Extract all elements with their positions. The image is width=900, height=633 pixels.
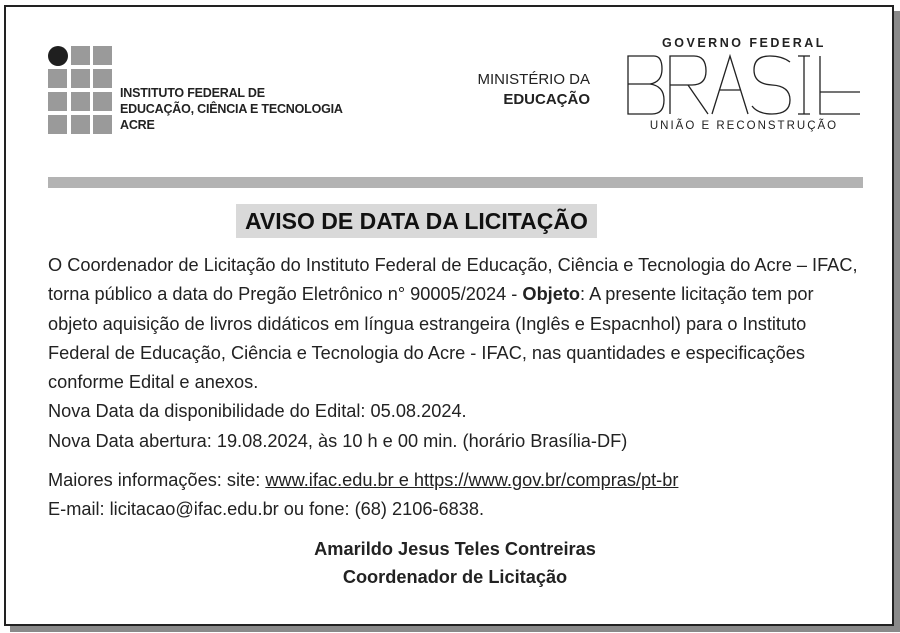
notice-body: [48, 251, 868, 456]
institute-line: ACRE: [120, 118, 155, 132]
logo-square: [93, 92, 112, 111]
notice-paragraph: [48, 251, 868, 397]
logo-dot: [48, 46, 68, 66]
edital-date-line: Nova Data da disponibilidade do Edital: 05.08.2024.: [48, 401, 467, 422]
notice-title: AVISO DE DATA DA LICITAÇÃO: [236, 204, 597, 238]
info-line: [48, 466, 868, 495]
object-text: : A presente licitação tem por objeto aquisição de livros didáticos em língua estrangeira (Inglês e Espacnhol) para o Instituto Federal de Educação, Ciência e Tecnologia do Acre - IFAC, nas quantidades e especificações conforme Edital e anexos.: [48, 284, 814, 393]
header-divider: [48, 177, 863, 188]
logo-square: [93, 69, 112, 88]
email-line: E-mail: licitacao@ifac.edu.br ou fone: (68) 2106-6838.: [48, 498, 485, 519]
notice-lead: O Coordenador de Licitação do Instituto Federal de Educação, Ciência e Tecnologia do Acre – IFAC, torna público a data do Pregão Eletrônico n° 90005/2024 -: [48, 255, 858, 305]
contact-info: [48, 466, 868, 523]
institute-name: [120, 85, 343, 133]
logo-square: [71, 92, 90, 111]
logo-square: [48, 115, 67, 134]
logo-square: [71, 69, 90, 88]
ministry-line2: EDUCAÇÃO: [503, 91, 590, 108]
government-logo: [626, 36, 862, 132]
site-link[interactable]: www.ifac.edu.br e https://www.gov.br/compras/pt-br: [265, 470, 679, 490]
logo-square: [71, 46, 90, 65]
signature-role: Coordenador de Licitação: [342, 567, 568, 587]
ministry-label: [430, 70, 590, 110]
logo-square: [71, 115, 90, 134]
institute-line: INSTITUTO FEDERAL DE: [120, 86, 265, 100]
logo-square: [93, 115, 112, 134]
info-prefix: Maiores informações: site:: [48, 470, 266, 490]
object-label: Objeto: [522, 284, 581, 305]
opening-date-line: Nova Data abertura: 19.08.2024, às 10 h e 00 min. (horário Brasília-DF): [48, 430, 628, 451]
logo-square: [48, 69, 67, 88]
gov-top-text: GOVERNO FEDERAL: [662, 36, 826, 50]
brasil-wordmark: [626, 54, 862, 116]
institute-logo: [48, 46, 112, 134]
institute-line: EDUCAÇÃO, CIÊNCIA E TECNOLOGIA: [120, 102, 343, 116]
gov-bottom-text: UNIÃO E RECONSTRUÇÃO: [649, 120, 839, 132]
logo-square: [48, 92, 67, 111]
logo-square: [93, 46, 112, 65]
ministry-line1: MINISTÉRIO DA: [477, 71, 590, 88]
signature-name: Amarildo Jesus Teles Contreiras: [314, 539, 596, 559]
